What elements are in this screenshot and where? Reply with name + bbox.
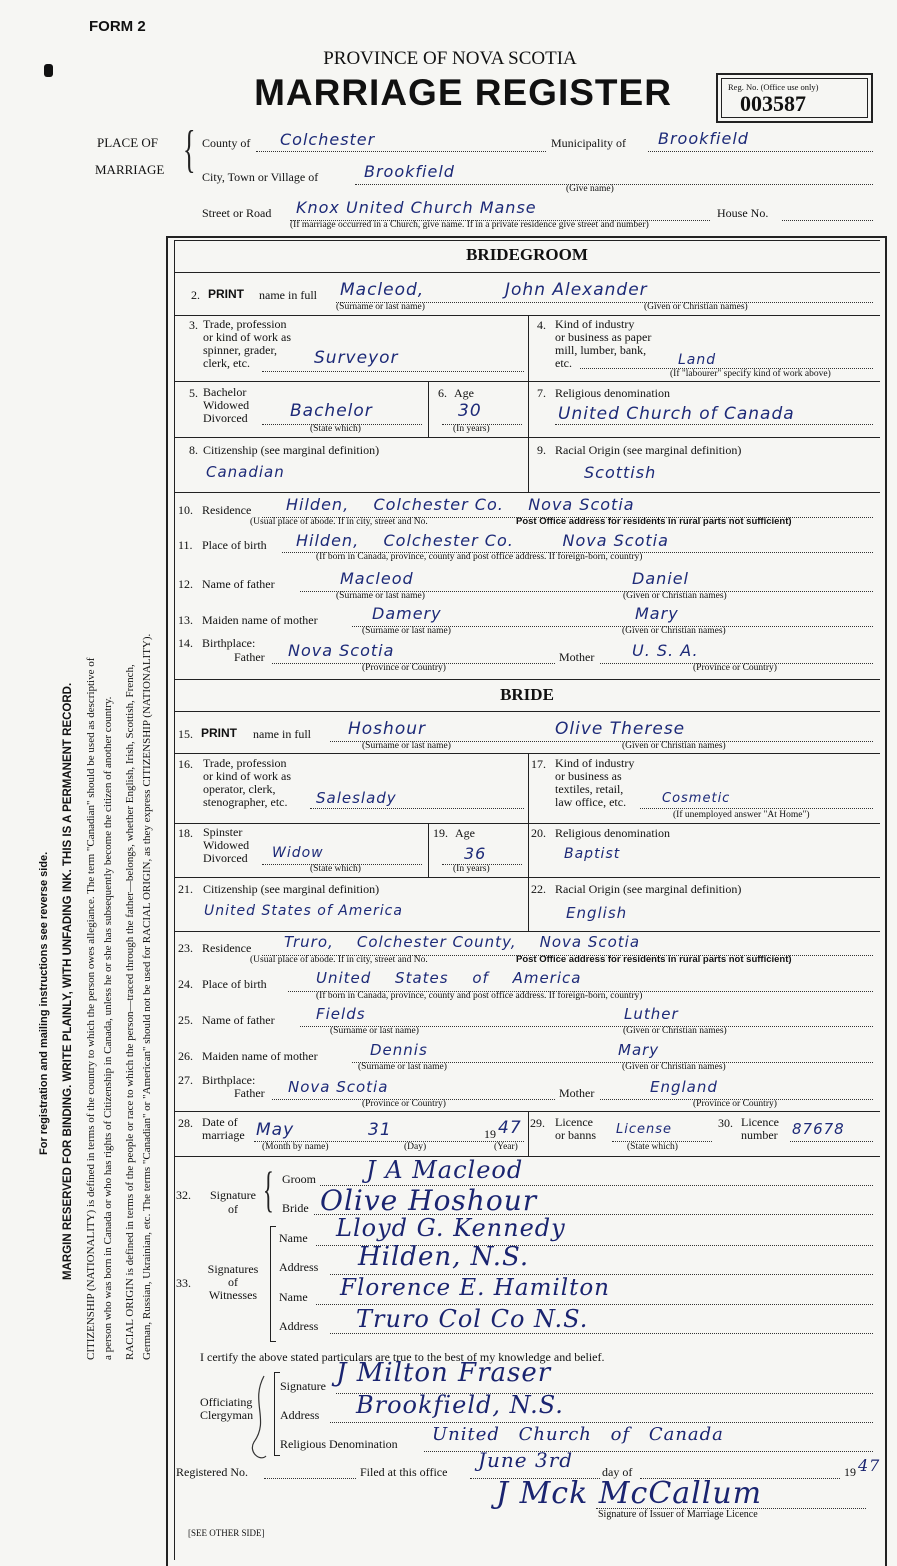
day-note: (Day) (404, 1142, 427, 1152)
given-note: (Given or Christian names) (623, 1026, 727, 1036)
reg-number-box (716, 73, 873, 123)
bride-label: Bride (282, 1201, 309, 1215)
father-label: Father (234, 1086, 265, 1100)
witness-name-label: Name (279, 1231, 308, 1245)
religion-label: Religious denomination (555, 386, 670, 400)
print-label: PRINT (201, 726, 237, 740)
witness-address-label: Address (279, 1260, 319, 1274)
bride-mother-surname: Dennis (370, 1041, 428, 1059)
county-value: Colchester (280, 130, 376, 149)
surname-note: (Surname or last name) (362, 626, 451, 636)
groom-father-birthplace: Nova Scotia (288, 641, 395, 660)
witness-name-label: Name (279, 1290, 308, 1304)
place-label-1: PLACE OF (97, 135, 159, 150)
signatures-of-witnesses-label: Signatures of Witnesses (207, 1262, 259, 1302)
margin-racial-def: RACIAL ORIGIN is defined in terms of the people or race to which the person—traced through the father—belongs, whether English, Irish, Scottish, French, (124, 664, 136, 1360)
marital-status-label: Bachelor Widowed Divorced (203, 385, 250, 425)
residence-note-rural: Post Office address for residents in rural parts not sufficient) (516, 954, 792, 965)
residence-note-rural: Post Office address for residents in rural parts not sufficient) (516, 516, 792, 527)
groom-industry: Land (678, 352, 717, 368)
province-note: (Province or Country) (362, 1099, 446, 1109)
field-number: 22. (531, 882, 546, 896)
field-number: 20. (531, 826, 546, 840)
see-other-side: [SEE OTHER SIDE] (188, 1528, 265, 1538)
county-label: County of (202, 136, 251, 150)
form-label: FORM 2 (89, 18, 146, 35)
officiating-clergyman-label: Officiating Clergyman (200, 1395, 254, 1422)
groom-racial-origin: Scottish (584, 463, 657, 482)
groom-birthplace: Hilden, Colchester Co. Nova Scotia (296, 531, 669, 550)
pen-stroke (240, 1372, 280, 1468)
clergy-address: Brookfield, N.S. (356, 1391, 564, 1419)
residence-label: Residence (202, 941, 252, 955)
licence-number: 87678 (792, 1120, 845, 1138)
clergy-signature: J Milton Fraser (336, 1358, 552, 1388)
birthplace-label: Birthplace: (202, 1073, 256, 1087)
age-label: Age (455, 826, 475, 840)
month-note: (Month by name) (262, 1142, 329, 1152)
groom-citizenship: Canadian (206, 463, 285, 481)
province-note: (Province or Country) (693, 1099, 777, 1109)
margin-racial-def2: German, Russian, Ukrainian, etc. The terms "Canadian" or "American" should not be used for RACIAL ORIGIN, as they express CITIZENSHIP (NATIONALITY). (141, 633, 153, 1360)
groom-father-surname: Macleod (340, 569, 414, 588)
surname-note: (Surname or last name) (330, 1026, 419, 1036)
given-note: (Given or Christian names) (644, 302, 748, 312)
racial-origin-label: Racial Origin (see marginal definition) (555, 443, 742, 457)
residence-label: Residence (202, 503, 252, 517)
field-number: 26. (178, 1049, 193, 1063)
bride-mother-given: Mary (618, 1041, 660, 1059)
citizenship-label: Citizenship (see marginal definition) (203, 882, 380, 896)
in-years-note: (In years) (453, 864, 490, 874)
citizenship-label: Citizenship (see marginal definition) (203, 443, 380, 457)
bride-racial-origin: English (566, 904, 628, 922)
mother-label: Mother (559, 650, 595, 664)
field-number: 13. (178, 613, 193, 627)
clergy-signature-label: Signature (280, 1379, 326, 1393)
surname-note: (Surname or last name) (336, 302, 425, 312)
groom-mother-surname: Damery (372, 604, 442, 623)
field-number: 8. (189, 443, 198, 457)
witness2-name: Florence E. Hamilton (340, 1275, 610, 1301)
bride-signature: Olive Hoshour (320, 1184, 538, 1217)
father-name-label: Name of father (202, 1013, 275, 1027)
municipality-label: Municipality of (551, 136, 626, 150)
father-label: Father (234, 650, 265, 664)
field-number: 25. (178, 1013, 193, 1027)
field-number: 18. (178, 826, 193, 840)
bride-given-names: Olive Therese (555, 719, 686, 739)
surname-note: (Surname or last name) (336, 591, 425, 601)
field-number: 33. (176, 1276, 191, 1290)
given-note: (Given or Christian names) (623, 591, 727, 601)
year-prefix: 19 (484, 1127, 496, 1141)
field-number: 27. (178, 1073, 193, 1087)
bride-mother-birthplace: England (650, 1078, 718, 1096)
margin-citizenship-def: CITIZENSHIP (NATIONALITY) is defined in terms of the country to which the person owes allegiance. The term "Canadian" should be used as descriptive of (85, 657, 97, 1360)
field-number: 11. (178, 538, 193, 552)
signature-of-label: Signature of (210, 1188, 256, 1216)
mother-maiden-name-label: Maiden name of mother (202, 1049, 318, 1063)
given-note: (Given or Christian names) (622, 1062, 726, 1072)
given-note: (Given or Christian names) (622, 741, 726, 751)
witness-address-label: Address (279, 1319, 319, 1333)
mother-label: Mother (559, 1086, 595, 1100)
registered-no-label: Registered No. (176, 1465, 248, 1479)
groom-label: Groom (282, 1172, 316, 1186)
marriage-day: 31 (368, 1120, 392, 1140)
place-brace: { (183, 121, 196, 178)
witness1-name: Lloyd G. Kennedy (336, 1214, 566, 1242)
residence-note: (Usual place of abode. If in city, street and No. (250, 517, 428, 527)
groom-signature: J A Macleod (366, 1156, 524, 1184)
field-number: 9. (537, 443, 546, 457)
ink-mark (44, 64, 53, 77)
house-label: House No. (717, 206, 769, 220)
margin-permanent-record: MARGIN RESERVED FOR BINDING. WRITE PLAINLY, WITH UNFADING INK. THIS IS A PERMANENT RECORD. (62, 682, 74, 1280)
in-years-note: (In years) (453, 424, 490, 434)
witness1-address: Hilden, N.S. (358, 1242, 530, 1272)
groom-trade: Surveyor (314, 348, 399, 368)
industry-note: (If unemployed answer "At Home") (673, 810, 810, 820)
licence-or-banns-label: Licence or banns (555, 1115, 596, 1142)
bride-surname: Hoshour (348, 719, 426, 739)
city-note: (Give name) (566, 184, 614, 194)
place-label-2: MARRIAGE (95, 162, 165, 177)
witness-bracket (270, 1226, 276, 1342)
racial-origin-label: Racial Origin (see marginal definition) (555, 882, 742, 896)
licence-number-label: Licence number (741, 1115, 779, 1142)
filed-year: 47 (858, 1456, 881, 1475)
name-in-full-label: name in full (259, 288, 317, 302)
industry-note: (If "labourer" specify kind of work above) (670, 369, 831, 379)
bride-residence: Truro, Colchester County, Nova Scotia (284, 933, 641, 951)
name-in-full-label: name in full (253, 727, 311, 741)
date-of-marriage-label: Date of marriage (202, 1115, 245, 1142)
street-value: Knox United Church Manse (296, 198, 537, 217)
groom-given-names: John Alexander (505, 280, 648, 300)
field-number: 14. (178, 636, 193, 650)
state-which-note: (State which) (310, 864, 361, 874)
age-label: Age (454, 386, 474, 400)
surname-note: (Surname or last name) (358, 1062, 447, 1072)
father-name-label: Name of father (202, 577, 275, 591)
field-number: 28. (178, 1116, 193, 1130)
bridegroom-heading: BRIDEGROOM (466, 245, 588, 264)
bride-religion: Baptist (564, 846, 621, 862)
day-of-label: day of (602, 1465, 633, 1479)
birthplace-note: (If born in Canada, province, county and post office address. If foreign-born, country) (316, 991, 643, 1001)
city-label: City, Town or Village of (202, 170, 319, 184)
page-title: MARRIAGE REGISTER (254, 72, 672, 113)
filed-label: Filed at this office (360, 1465, 448, 1479)
field-number: 12. (178, 577, 193, 591)
field-number: 24. (178, 977, 193, 991)
clergy-denomination: United Church of Canada (432, 1424, 724, 1445)
trade-label: Trade, profession or kind of work as spinner, grader, clerk, etc. (203, 317, 291, 370)
birthplace-label: Birthplace: (202, 636, 256, 650)
groom-religion: United Church of Canada (558, 404, 795, 424)
certification-statement: I certify the above stated particulars are true to the best of my knowledge and belief. (200, 1350, 605, 1364)
bride-father-surname: Fields (316, 1005, 366, 1023)
groom-mother-given: Mary (635, 604, 679, 623)
birthplace-note: (If born in Canada, province, county and post office address. If foreign-born, country) (316, 552, 643, 562)
bride-heading: BRIDE (500, 685, 554, 704)
field-number: 15. (178, 727, 193, 741)
given-note: (Given or Christian names) (622, 626, 726, 636)
marital-status-label: Spinster Widowed Divorced (203, 825, 250, 865)
bride-industry: Cosmetic (662, 791, 731, 806)
field-number: 30. (718, 1116, 733, 1130)
signature-brace: { (263, 1161, 274, 1217)
issuer-label: Signature of Issuer of Marriage Licence (598, 1509, 758, 1520)
bride-father-birthplace: Nova Scotia (288, 1078, 389, 1096)
field-number: 5. (189, 386, 198, 400)
bride-citizenship: United States of America (204, 903, 403, 919)
field-number: 16. (178, 757, 193, 771)
clergy-denomination-label: Religious Denomination (280, 1437, 398, 1451)
bride-age: 36 (464, 844, 487, 863)
city-value: Brookfield (364, 162, 455, 181)
groom-surname: Macleod, (340, 280, 425, 300)
field-number: 10. (178, 503, 193, 517)
bride-father-given: Luther (624, 1005, 679, 1023)
province-note: (Province or Country) (362, 663, 446, 673)
province-note: (Province or Country) (693, 663, 777, 673)
bride-birthplace: United States of America (316, 969, 582, 987)
clergy-address-label: Address (280, 1408, 320, 1422)
issuer-signature: J Mck McCallum (496, 1476, 763, 1511)
place-of-birth-label: Place of birth (202, 977, 267, 991)
margin-citizenship-def2: a person who was born in Canada or who has rights of Citizenship in Canada, unless he or she has subsequently become the citizen of another country. (102, 696, 114, 1360)
field-number: 19. (433, 826, 448, 840)
place-of-birth-label: Place of birth (202, 538, 267, 552)
bride-marital-status: Widow (272, 845, 324, 861)
field-number: 7. (537, 386, 546, 400)
marriage-month: May (256, 1120, 295, 1140)
industry-label: Kind of industry or business as textiles, retail, law office, etc. (555, 756, 635, 809)
print-label: PRINT (208, 287, 244, 301)
field-number: 23. (178, 941, 193, 955)
year-note: (Year) (494, 1142, 518, 1152)
province-title: PROVINCE OF NOVA SCOTIA (323, 48, 577, 69)
groom-age: 30 (458, 401, 482, 421)
field-number: 17. (531, 757, 546, 771)
residence-note: (Usual place of abode. If in city, street and No. (250, 955, 428, 965)
mother-maiden-name-label: Maiden name of mother (202, 613, 318, 627)
marriage-year: 47 (498, 1118, 522, 1138)
field-number: 3. (189, 318, 198, 332)
margin-instructions: For registration and mailing instructions see reverse side. (38, 851, 50, 1155)
trade-label: Trade, profession or kind of work as operator, clerk, stenographer, etc. (203, 756, 291, 809)
groom-mother-birthplace: U. S. A. (632, 641, 699, 660)
year-prefix: 19 (844, 1465, 856, 1479)
street-label: Street or Road (202, 206, 272, 220)
industry-label: Kind of industry or business as paper mill, lumber, bank, etc. (555, 317, 652, 370)
groom-marital-status: Bachelor (290, 401, 373, 421)
state-which-note: (State which) (310, 424, 361, 434)
bride-trade: Saleslady (316, 789, 397, 807)
witness2-address: Truro Col Co N.S. (356, 1305, 589, 1333)
groom-father-given: Daniel (632, 569, 689, 588)
field-number: 32. (176, 1188, 191, 1202)
municipality-value: Brookfield (658, 129, 749, 148)
field-number: 2. (191, 288, 200, 302)
field-number: 4. (537, 318, 546, 332)
filed-date: June 3rd (478, 1448, 574, 1472)
street-note: (If marriage occurred in a Church, give name. If in a private residence give street and number) (290, 220, 649, 230)
state-which-note: (State which) (627, 1142, 678, 1152)
reg-number-label: Reg. No. (Office use only) (728, 82, 819, 92)
reg-number: 003587 (740, 91, 806, 116)
field-number: 21. (178, 882, 193, 896)
field-number: 6. (438, 386, 447, 400)
licence-type: License (616, 1122, 673, 1137)
religion-label: Religious denomination (555, 826, 670, 840)
groom-residence: Hilden, Colchester Co. Nova Scotia (286, 495, 635, 514)
surname-note: (Surname or last name) (362, 741, 451, 751)
field-number: 29. (530, 1116, 545, 1130)
